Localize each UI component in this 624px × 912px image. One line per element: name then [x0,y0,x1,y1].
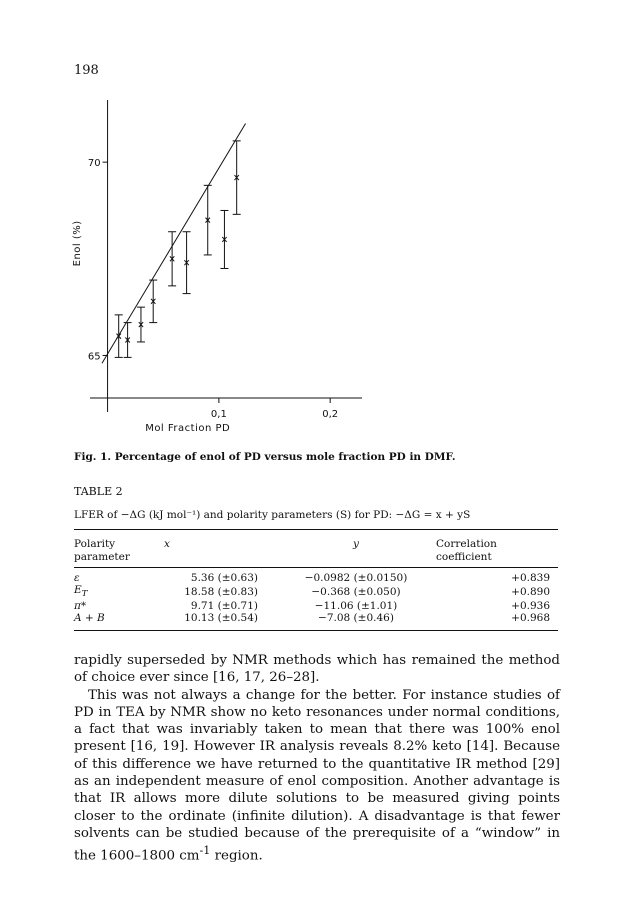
table-subtitle: LFER of −ΔG (kJ mol⁻¹) and polarity parameters (S) for PD: −ΔG = x + yS [74,509,471,521]
chart-axes [72,100,362,434]
table-row [74,568,558,585]
lfer-table [74,529,558,631]
cell-x: 9.71 (±0.71) [190,600,258,613]
data-point [204,185,212,255]
data-point [220,210,228,268]
chart-marks [102,123,246,363]
y-tick-label: 65 [87,351,101,363]
cell-y: −0.368 (±0.050) [311,586,401,599]
enol-chart [0,90,624,445]
x-tick-label: 0,2 [322,409,339,420]
cell-correlation: +0.968 [436,612,558,631]
cell-y: −11.06 (±1.01) [314,600,398,613]
cell-correlation: +0.936 [511,600,550,613]
y-tick-label: 70 [87,158,101,170]
cell-y: −0.0982 (±0.0150) [304,572,408,584]
data-point [149,280,157,323]
header-x: x [164,530,276,568]
cell-correlation: +0.839 [511,572,550,584]
cell-correlation: +0.890 [511,586,550,599]
data-point [183,232,191,294]
header-y: y [276,530,436,568]
cell-x: 5.36 (±0.63) [190,572,258,584]
cell-parameter: $E_T$ [74,584,88,600]
cell-x: 18.58 (±0.83) [184,586,258,599]
table-row [74,612,558,631]
cell-parameter: π* [74,600,87,613]
data-point [137,307,145,342]
paragraph: rapidly superseded by NMR methods which has remained the method of choice ever since [16, 17, 26–28]. [74,653,560,686]
cell-x: 10.13 (±0.54) [164,612,276,631]
data-point [124,323,132,358]
cell-parameter: A + B [74,612,164,631]
data-point [168,232,176,286]
header-parameter: Polarity parameter [74,530,164,568]
cell-y: −7.08 (±0.46) [276,612,436,631]
header-correlation: Correlation coefficient [436,530,558,568]
data-point [233,141,241,214]
table-title: TABLE 2 [74,485,123,498]
y-axis-label: Enol (%) [72,220,83,267]
table-row [74,584,558,600]
figure-caption: Fig. 1. Percentage of enol of PD versus mole fraction PD in DMF. [74,451,456,463]
page-number: 198 [74,63,99,78]
table-row [74,600,558,612]
data-point [115,315,123,358]
x-axis-label: Mol Fraction PD [145,423,231,434]
cell-parameter: ε [74,572,80,584]
body-text [74,652,560,865]
paragraph: This was not always a change for the better. For instance studies of PD in TEA by NMR show no keto resonances under normal conditions, a fact that was invariably taken to mean that there was 100% enol present [16, 19]. However IR analysis reveals 8.2% keto [14]. Because of this difference we have returned to the quantitative IR method [29] as an independent measure of enol composition. Another advantage is that IR allows more dilute solutions to be measured giving points closer to the ordinate (infinite dilution). A disadvantage is that fewer solvents can be studied because of the prerequisite of a “window” in the 1600–1800 $cm^{-1}$ region. [74,687,560,864]
x-tick-label: 0,1 [210,409,227,420]
